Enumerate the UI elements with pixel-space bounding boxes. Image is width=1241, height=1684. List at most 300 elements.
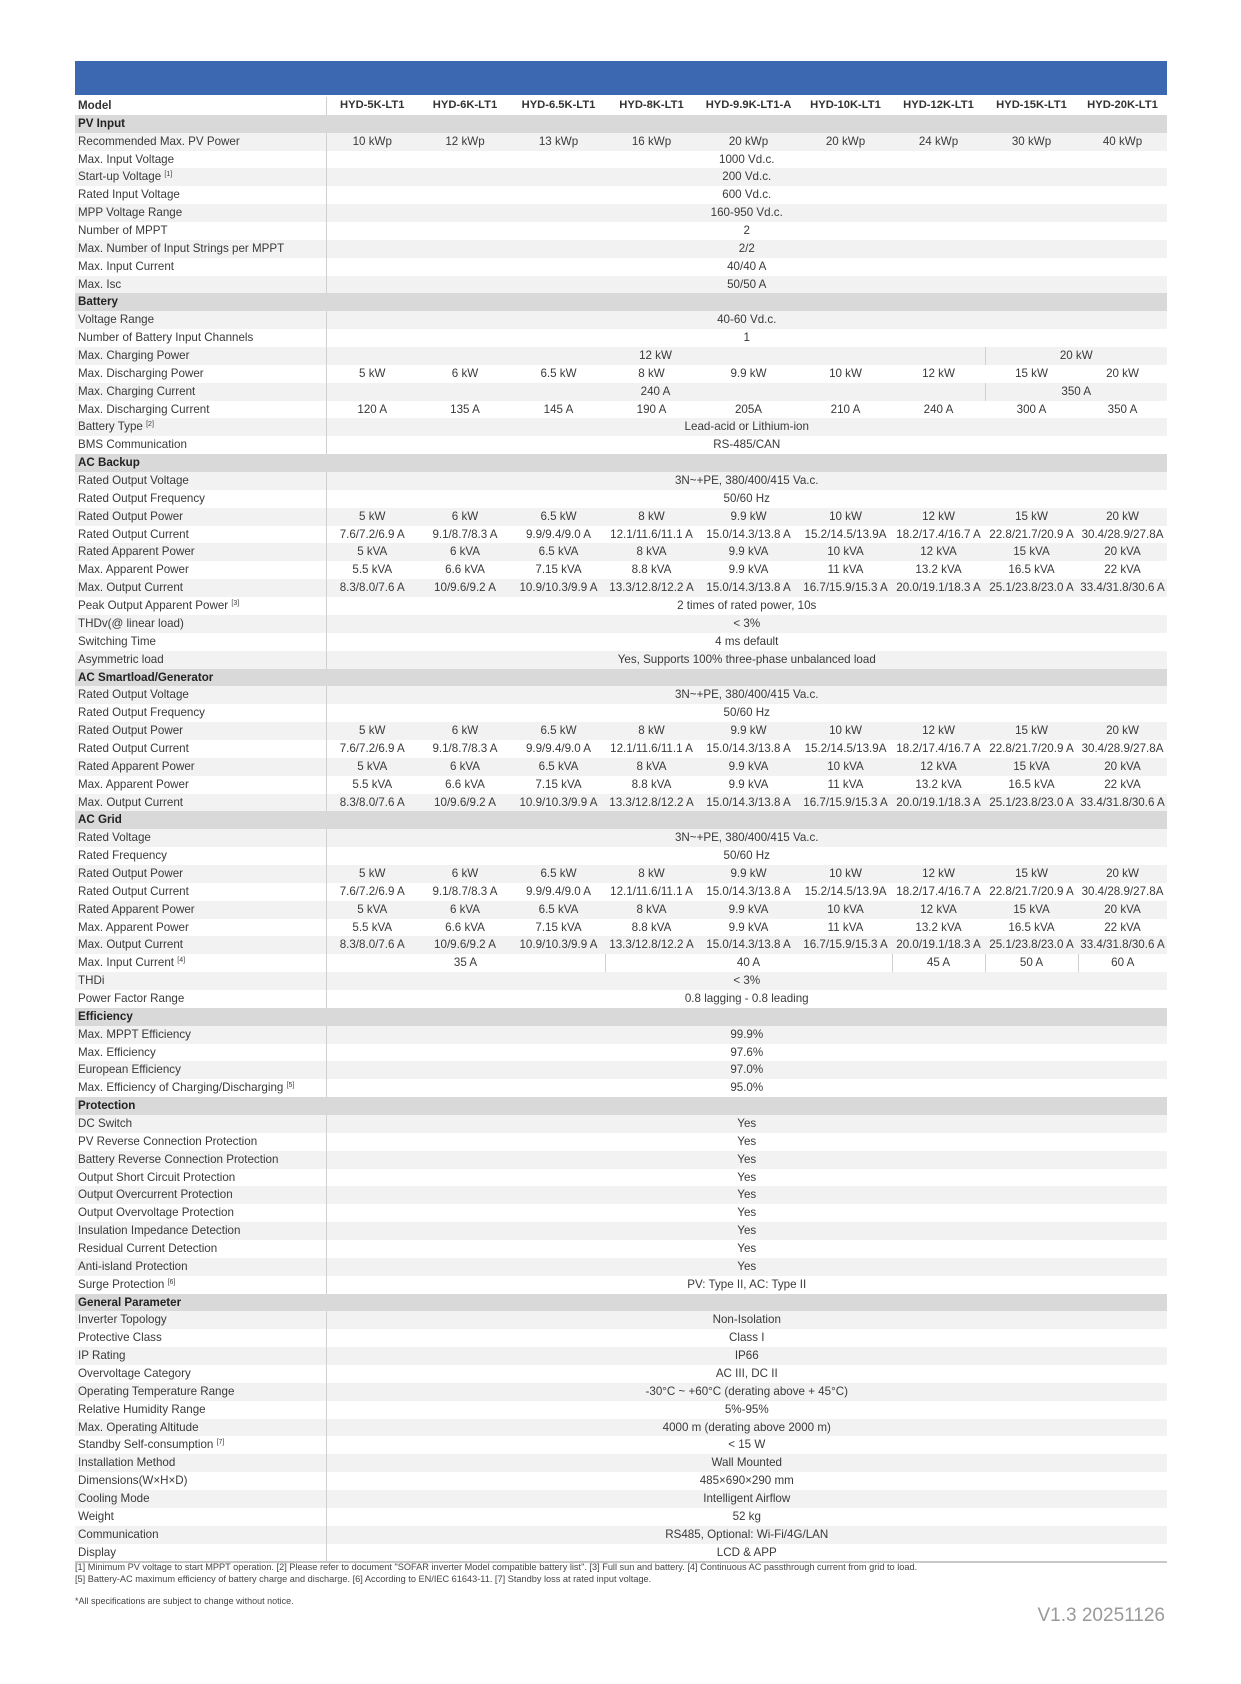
spec-row <box>75 1526 1167 1544</box>
spec-row <box>75 1383 1167 1401</box>
spec-label-text: Inverter Topology <box>78 1313 167 1327</box>
spec-value: 15.0/14.3/13.8 A <box>698 794 799 812</box>
spec-value: 240 A <box>892 401 985 419</box>
spec-row <box>75 794 1167 812</box>
spec-row <box>75 276 1167 294</box>
spec-value: 9.9 kW <box>698 508 799 526</box>
spec-label-text: Output Short Circuit Protection <box>78 1170 236 1184</box>
spec-row <box>75 329 1167 347</box>
model-column-header: HYD-20K-LT1 <box>1087 99 1158 111</box>
spec-row <box>75 722 1167 740</box>
spec-value: 22.8/21.7/20.9 A <box>985 740 1078 758</box>
spec-label-text: Rated Output Frequency <box>78 491 205 505</box>
spec-label <box>75 1276 326 1294</box>
spec-value: 10 kWp <box>326 133 418 151</box>
section-header <box>75 1294 1167 1312</box>
spec-value: 4 ms default <box>326 633 1167 651</box>
spec-label <box>75 1258 326 1276</box>
spec-value: 25.1/23.8/23.0 A <box>985 794 1078 812</box>
spec-value: 20.0/19.1/18.3 A <box>892 579 985 597</box>
spec-label <box>75 561 326 579</box>
spec-row <box>75 972 1167 990</box>
spec-row <box>75 919 1167 937</box>
spec-value: 20 kWp <box>799 133 892 151</box>
spec-value: 40 kWp <box>1078 133 1167 151</box>
spec-value: 13.3/12.8/12.2 A <box>605 794 698 812</box>
spec-value: 10 kW <box>799 508 892 526</box>
spec-row <box>75 615 1167 633</box>
section-header <box>75 811 1167 829</box>
spec-row <box>75 418 1167 436</box>
spec-value: 5 kVA <box>326 901 418 919</box>
spec-value: 18.2/17.4/16.7 A <box>892 883 985 901</box>
spec-row <box>75 186 1167 204</box>
spec-value: 10 kW <box>799 722 892 740</box>
spec-value: 12.1/11.6/11.1 A <box>605 883 698 901</box>
spec-label-text: DC Switch <box>78 1116 133 1130</box>
spec-value: 99.9% <box>326 1026 1167 1044</box>
model-column-header: HYD-6.5K-LT1 <box>521 99 596 111</box>
spec-value: 9.9 kVA <box>698 561 799 579</box>
spec-row <box>75 526 1167 544</box>
spec-value: Yes <box>326 1151 1167 1169</box>
spec-label-text: Max. Output Current <box>78 795 184 809</box>
spec-label <box>75 1311 326 1329</box>
header-band <box>75 61 1167 95</box>
spec-value: 12 kW <box>892 365 985 383</box>
spec-value: 15 kW <box>985 365 1078 383</box>
spec-value: 145 A <box>512 401 605 419</box>
spec-value: 50 A <box>985 954 1078 972</box>
spec-label-text: Number of MPPT <box>78 224 168 238</box>
spec-value: 16.5 kVA <box>985 919 1078 937</box>
spec-value: 50/60 Hz <box>326 847 1167 865</box>
spec-row <box>75 1490 1167 1508</box>
spec-value: 15.0/14.3/13.8 A <box>698 883 799 901</box>
spec-value: 4000 m (derating above 2000 m) <box>326 1419 1167 1437</box>
spec-value: LCD & APP <box>326 1544 1167 1563</box>
footnote-ref: [1] <box>164 171 173 179</box>
spec-row <box>75 151 1167 169</box>
spec-value: 9.9/9.4/9.0 A <box>512 526 605 544</box>
spec-row <box>75 936 1167 954</box>
spec-label <box>75 990 326 1008</box>
spec-label-text: Max. Charging Current <box>78 384 196 398</box>
spec-value: 6 kVA <box>418 901 512 919</box>
spec-value: 25.1/23.8/23.0 A <box>985 579 1078 597</box>
spec-label-text: Dimensions(W×H×D) <box>78 1474 188 1488</box>
spec-value: 7.6/7.2/6.9 A <box>326 740 418 758</box>
spec-label <box>75 954 326 972</box>
spec-label <box>75 1169 326 1187</box>
disclaimer: *All specifications are subject to change without notice. <box>75 1596 294 1606</box>
model-column-header: HYD-6K-LT1 <box>432 99 498 111</box>
spec-value: 6 kW <box>418 722 512 740</box>
spec-value: 20 kW <box>1078 865 1167 883</box>
spec-label <box>75 865 326 883</box>
spec-label <box>75 276 326 294</box>
spec-label-text: BMS Communication <box>78 438 187 452</box>
spec-value: 9.9/9.4/9.0 A <box>512 740 605 758</box>
spec-row <box>75 365 1167 383</box>
model-column-header: HYD-10K-LT1 <box>810 99 881 111</box>
spec-row <box>75 561 1167 579</box>
spec-label-text: Rated Output Power <box>78 509 184 523</box>
spec-value: 20.0/19.1/18.3 A <box>892 794 985 812</box>
spec-value: < 15 W <box>326 1436 1167 1454</box>
model-column-header: HYD-8K-LT1 <box>619 99 684 111</box>
spec-value: 13.2 kVA <box>892 776 985 794</box>
spec-label-text: Rated Output Voltage <box>78 688 189 702</box>
spec-row <box>75 347 1167 365</box>
spec-value: 600 Vd.c. <box>326 186 1167 204</box>
spec-value: 10 kVA <box>799 901 892 919</box>
spec-label <box>75 133 326 151</box>
spec-value: 12 kW <box>892 508 985 526</box>
section-header <box>75 669 1167 687</box>
spec-label <box>75 1044 326 1062</box>
spec-label-text: Power Factor Range <box>78 991 185 1005</box>
spec-label <box>75 901 326 919</box>
spec-value: 8.3/8.0/7.6 A <box>326 936 418 954</box>
spec-value: 6.5 kW <box>512 865 605 883</box>
spec-value: 6.6 kVA <box>418 919 512 937</box>
spec-label <box>75 1240 326 1258</box>
spec-label-text: Rated Apparent Power <box>78 545 195 559</box>
spec-value: Wall Mounted <box>326 1454 1167 1472</box>
spec-row <box>75 472 1167 490</box>
spec-row <box>75 686 1167 704</box>
spec-value: 8 kVA <box>605 758 698 776</box>
spec-value: 205A <box>698 401 799 419</box>
spec-value: 15 kVA <box>985 543 1078 561</box>
spec-value: 15.2/14.5/13.9A <box>799 526 892 544</box>
spec-row <box>75 1311 1167 1329</box>
spec-value: 9.9 kW <box>698 722 799 740</box>
section-title: AC Smartload/Generator <box>75 669 1167 687</box>
spec-label <box>75 740 326 758</box>
spec-value: 30.4/28.9/27.8A <box>1078 740 1167 758</box>
spec-value: 1 <box>326 329 1167 347</box>
spec-value: 9.1/8.7/8.3 A <box>418 740 512 758</box>
spec-row <box>75 597 1167 615</box>
spec-value: 9.9 kVA <box>698 901 799 919</box>
spec-value: 8 kW <box>605 722 698 740</box>
spec-value: 16.5 kVA <box>985 776 1078 794</box>
spec-value: 5 kVA <box>326 758 418 776</box>
spec-row <box>75 901 1167 919</box>
spec-value: 12 kW <box>326 347 985 365</box>
spec-value: Class I <box>326 1329 1167 1347</box>
spec-label <box>75 686 326 704</box>
spec-value: 40/40 A <box>326 258 1167 276</box>
spec-row <box>75 1544 1167 1563</box>
spec-value: Yes <box>326 1169 1167 1187</box>
spec-row <box>75 133 1167 151</box>
spec-value: 3N~+PE, 380/400/415 Va.c. <box>326 472 1167 490</box>
spec-value: 5 kW <box>326 508 418 526</box>
spec-label-text: THDi <box>78 974 105 988</box>
spec-value: 9.9 kVA <box>698 919 799 937</box>
spec-value: 9.1/8.7/8.3 A <box>418 526 512 544</box>
spec-label <box>75 1365 326 1383</box>
spec-value: Yes <box>326 1133 1167 1151</box>
spec-label-text: Display <box>78 1545 117 1559</box>
spec-label <box>75 1454 326 1472</box>
spec-row <box>75 508 1167 526</box>
spec-value: 10.9/10.3/9.9 A <box>512 936 605 954</box>
spec-label <box>75 329 326 347</box>
spec-label-text: Cooling Mode <box>78 1492 150 1506</box>
spec-label <box>75 1526 326 1544</box>
spec-label <box>75 490 326 508</box>
spec-value: 97.0% <box>326 1061 1167 1079</box>
spec-row <box>75 1079 1167 1097</box>
spec-label-text: Max. Efficiency <box>78 1045 156 1059</box>
spec-value: 13 kWp <box>512 133 605 151</box>
spec-row <box>75 1508 1167 1526</box>
spec-value: Yes <box>326 1222 1167 1240</box>
spec-value: 10.9/10.3/9.9 A <box>512 794 605 812</box>
spec-label <box>75 347 326 365</box>
spec-row <box>75 311 1167 329</box>
spec-value: 6 kW <box>418 365 512 383</box>
spec-label <box>75 1419 326 1437</box>
spec-value: 97.6% <box>326 1044 1167 1062</box>
spec-value: 25.1/23.8/23.0 A <box>985 936 1078 954</box>
footnote-line-1: [1] Minimum PV voltage to start MPPT operation. [2] Please refer to document "SOFAR inverter Model compatible battery list". [3] Full sun and battery. [4] Continuous AC passthrough current from grid to load. <box>75 1562 918 1572</box>
spec-value: 10 kW <box>799 865 892 883</box>
spec-value: Intelligent Airflow <box>326 1490 1167 1508</box>
spec-label-text: Rated Output Power <box>78 724 184 738</box>
spec-value: 30 kWp <box>985 133 1078 151</box>
spec-row <box>75 1186 1167 1204</box>
spec-label-text: Rated Output Voltage <box>78 474 189 488</box>
spec-label-text: Rated Output Frequency <box>78 706 205 720</box>
spec-value: 10 kVA <box>799 758 892 776</box>
spec-value: 12 kVA <box>892 758 985 776</box>
spec-value: 9.1/8.7/8.3 A <box>418 883 512 901</box>
footnote-ref: [6] <box>167 1278 176 1286</box>
spec-value: 22.8/21.7/20.9 A <box>985 883 1078 901</box>
spec-value: 5 kW <box>326 865 418 883</box>
spec-value: 210 A <box>799 401 892 419</box>
spec-value: RS-485/CAN <box>326 436 1167 454</box>
spec-label <box>75 418 326 436</box>
spec-table <box>75 97 1167 1563</box>
spec-value: 10/9.6/9.2 A <box>418 794 512 812</box>
spec-row <box>75 579 1167 597</box>
footnote-ref: [4] <box>177 957 186 965</box>
spec-label-text: Voltage Range <box>78 313 155 327</box>
spec-label <box>75 1222 326 1240</box>
spec-label <box>75 597 326 615</box>
spec-label <box>75 222 326 240</box>
spec-row <box>75 633 1167 651</box>
spec-label <box>75 543 326 561</box>
spec-value: 12 kWp <box>418 133 512 151</box>
spec-label-text: Rated Apparent Power <box>78 759 195 773</box>
section-header <box>75 1097 1167 1115</box>
spec-label <box>75 151 326 169</box>
spec-value: 5%-95% <box>326 1401 1167 1419</box>
spec-value: 20 kVA <box>1078 543 1167 561</box>
spec-label <box>75 1544 326 1563</box>
spec-value: PV: Type II, AC: Type II <box>326 1276 1167 1294</box>
spec-row <box>75 1454 1167 1472</box>
spec-row <box>75 829 1167 847</box>
spec-value: 6.6 kVA <box>418 776 512 794</box>
spec-label <box>75 258 326 276</box>
spec-value: 3N~+PE, 380/400/415 Va.c. <box>326 829 1167 847</box>
spec-value: 33.4/31.8/30.6 A <box>1078 579 1167 597</box>
spec-label <box>75 794 326 812</box>
spec-label-text: Max. Input Voltage <box>78 152 175 166</box>
spec-label <box>75 1436 326 1454</box>
spec-value: 40 A <box>605 954 892 972</box>
spec-value: 8.3/8.0/7.6 A <box>326 579 418 597</box>
spec-value: 20 kW <box>1078 508 1167 526</box>
footnote-ref: [7] <box>216 1439 225 1447</box>
spec-value: 2 times of rated power, 10s <box>326 597 1167 615</box>
spec-value: 0.8 lagging - 0.8 leading <box>326 990 1167 1008</box>
spec-label-text: Recommended Max. PV Power <box>78 134 240 148</box>
spec-value: 15 kW <box>985 722 1078 740</box>
spec-label-text: Max. Number of Input Strings per MPPT <box>78 241 285 255</box>
spec-label <box>75 526 326 544</box>
spec-label-text: Rated Input Voltage <box>78 188 180 202</box>
spec-value: 30.4/28.9/27.8A <box>1078 883 1167 901</box>
spec-value: 1000 Vd.c. <box>326 151 1167 169</box>
spec-value: 12.1/11.6/11.1 A <box>605 740 698 758</box>
section-header <box>75 454 1167 472</box>
spec-label <box>75 1151 326 1169</box>
spec-label-text: Relative Humidity Range <box>78 1402 206 1416</box>
spec-value: 350 A <box>1078 401 1167 419</box>
spec-value: 13.2 kVA <box>892 919 985 937</box>
spec-label <box>75 1508 326 1526</box>
spec-value: 240 A <box>326 383 985 401</box>
spec-value: 22 kVA <box>1078 561 1167 579</box>
spec-value: Yes <box>326 1240 1167 1258</box>
spec-label <box>75 240 326 258</box>
spec-label <box>75 1026 326 1044</box>
spec-value: 15.0/14.3/13.8 A <box>698 526 799 544</box>
spec-value: 50/60 Hz <box>326 704 1167 722</box>
spec-row <box>75 1204 1167 1222</box>
spec-value: 8 kW <box>605 365 698 383</box>
spec-value: 6.5 kVA <box>512 543 605 561</box>
footnote-ref: [2] <box>146 421 154 429</box>
spec-value: 7.6/7.2/6.9 A <box>326 883 418 901</box>
spec-row <box>75 490 1167 508</box>
spec-row <box>75 651 1167 669</box>
spec-value: 11 kVA <box>799 776 892 794</box>
spec-label <box>75 1204 326 1222</box>
spec-label <box>75 1186 326 1204</box>
spec-value: 190 A <box>605 401 698 419</box>
spec-label <box>75 972 326 990</box>
spec-label-text: Max. Output Current <box>78 938 184 952</box>
section-title: Protection <box>75 1097 1167 1115</box>
spec-value: 60 A <box>1078 954 1167 972</box>
spec-value: 15 kW <box>985 865 1078 883</box>
spec-row <box>75 222 1167 240</box>
spec-value: 135 A <box>418 401 512 419</box>
spec-label-text: Protective Class <box>78 1331 162 1345</box>
spec-row <box>75 240 1167 258</box>
section-header <box>75 293 1167 311</box>
spec-row <box>75 258 1167 276</box>
spec-value: 9.9 kVA <box>698 758 799 776</box>
spec-label <box>75 1490 326 1508</box>
spec-value: 8.8 kVA <box>605 561 698 579</box>
spec-label-text: PV Reverse Connection Protection <box>78 1134 258 1148</box>
spec-value: 6 kVA <box>418 543 512 561</box>
spec-value: 20 kW <box>985 347 1167 365</box>
spec-value: 3N~+PE, 380/400/415 Va.c. <box>326 686 1167 704</box>
spec-row <box>75 1401 1167 1419</box>
spec-value: 485×690×290 mm <box>326 1472 1167 1490</box>
spec-label-text: Switching Time <box>78 634 156 648</box>
spec-value: 18.2/17.4/16.7 A <box>892 526 985 544</box>
spec-value: 6.6 kVA <box>418 561 512 579</box>
spec-label-text: Number of Battery Input Channels <box>78 331 254 345</box>
spec-value: 20 kW <box>1078 365 1167 383</box>
spec-value: 5.5 kVA <box>326 561 418 579</box>
spec-row <box>75 847 1167 865</box>
spec-value: 11 kVA <box>799 919 892 937</box>
section-title: Efficiency <box>75 1008 1167 1026</box>
spec-value: 2 <box>326 222 1167 240</box>
spec-row <box>75 1472 1167 1490</box>
spec-value: 8 kVA <box>605 543 698 561</box>
spec-label-text: Standby Self-consumption <box>78 1438 214 1452</box>
spec-value: Yes <box>326 1186 1167 1204</box>
spec-label <box>75 936 326 954</box>
spec-value: 15 kW <box>985 508 1078 526</box>
footnote-ref: [3] <box>231 600 240 608</box>
spec-label <box>75 633 326 651</box>
spec-label <box>75 508 326 526</box>
spec-label <box>75 829 326 847</box>
spec-value: 20 kVA <box>1078 758 1167 776</box>
spec-value: 22 kVA <box>1078 919 1167 937</box>
spec-value: Yes <box>326 1204 1167 1222</box>
spec-label-text: Installation Method <box>78 1456 176 1470</box>
spec-value: 5.5 kVA <box>326 919 418 937</box>
spec-label <box>75 847 326 865</box>
spec-value: AC III, DC II <box>326 1365 1167 1383</box>
spec-value: 20 kW <box>1078 722 1167 740</box>
spec-label <box>75 1061 326 1079</box>
spec-value: 2/2 <box>326 240 1167 258</box>
spec-label-text: Start-up Voltage <box>78 170 162 184</box>
spec-value: 120 A <box>326 401 418 419</box>
spec-row <box>75 758 1167 776</box>
spec-label <box>75 186 326 204</box>
spec-label-text: THDv(@ linear load) <box>78 616 184 630</box>
spec-label-text: Max. Discharging Current <box>78 402 210 416</box>
spec-row <box>75 954 1167 972</box>
spec-value: 7.6/7.2/6.9 A <box>326 526 418 544</box>
spec-label-text: Rated Output Current <box>78 527 189 541</box>
section-title: Battery <box>75 293 1167 311</box>
spec-value: 8 kVA <box>605 901 698 919</box>
spec-value: 40-60 Vd.c. <box>326 311 1167 329</box>
spec-value: 18.2/17.4/16.7 A <box>892 740 985 758</box>
footnote-line-2: [5] Battery-AC maximum efficiency of battery charge and discharge. [6] According to EN/IEC 61643-11. [7] Standby loss at rated input voltage. <box>75 1573 652 1584</box>
